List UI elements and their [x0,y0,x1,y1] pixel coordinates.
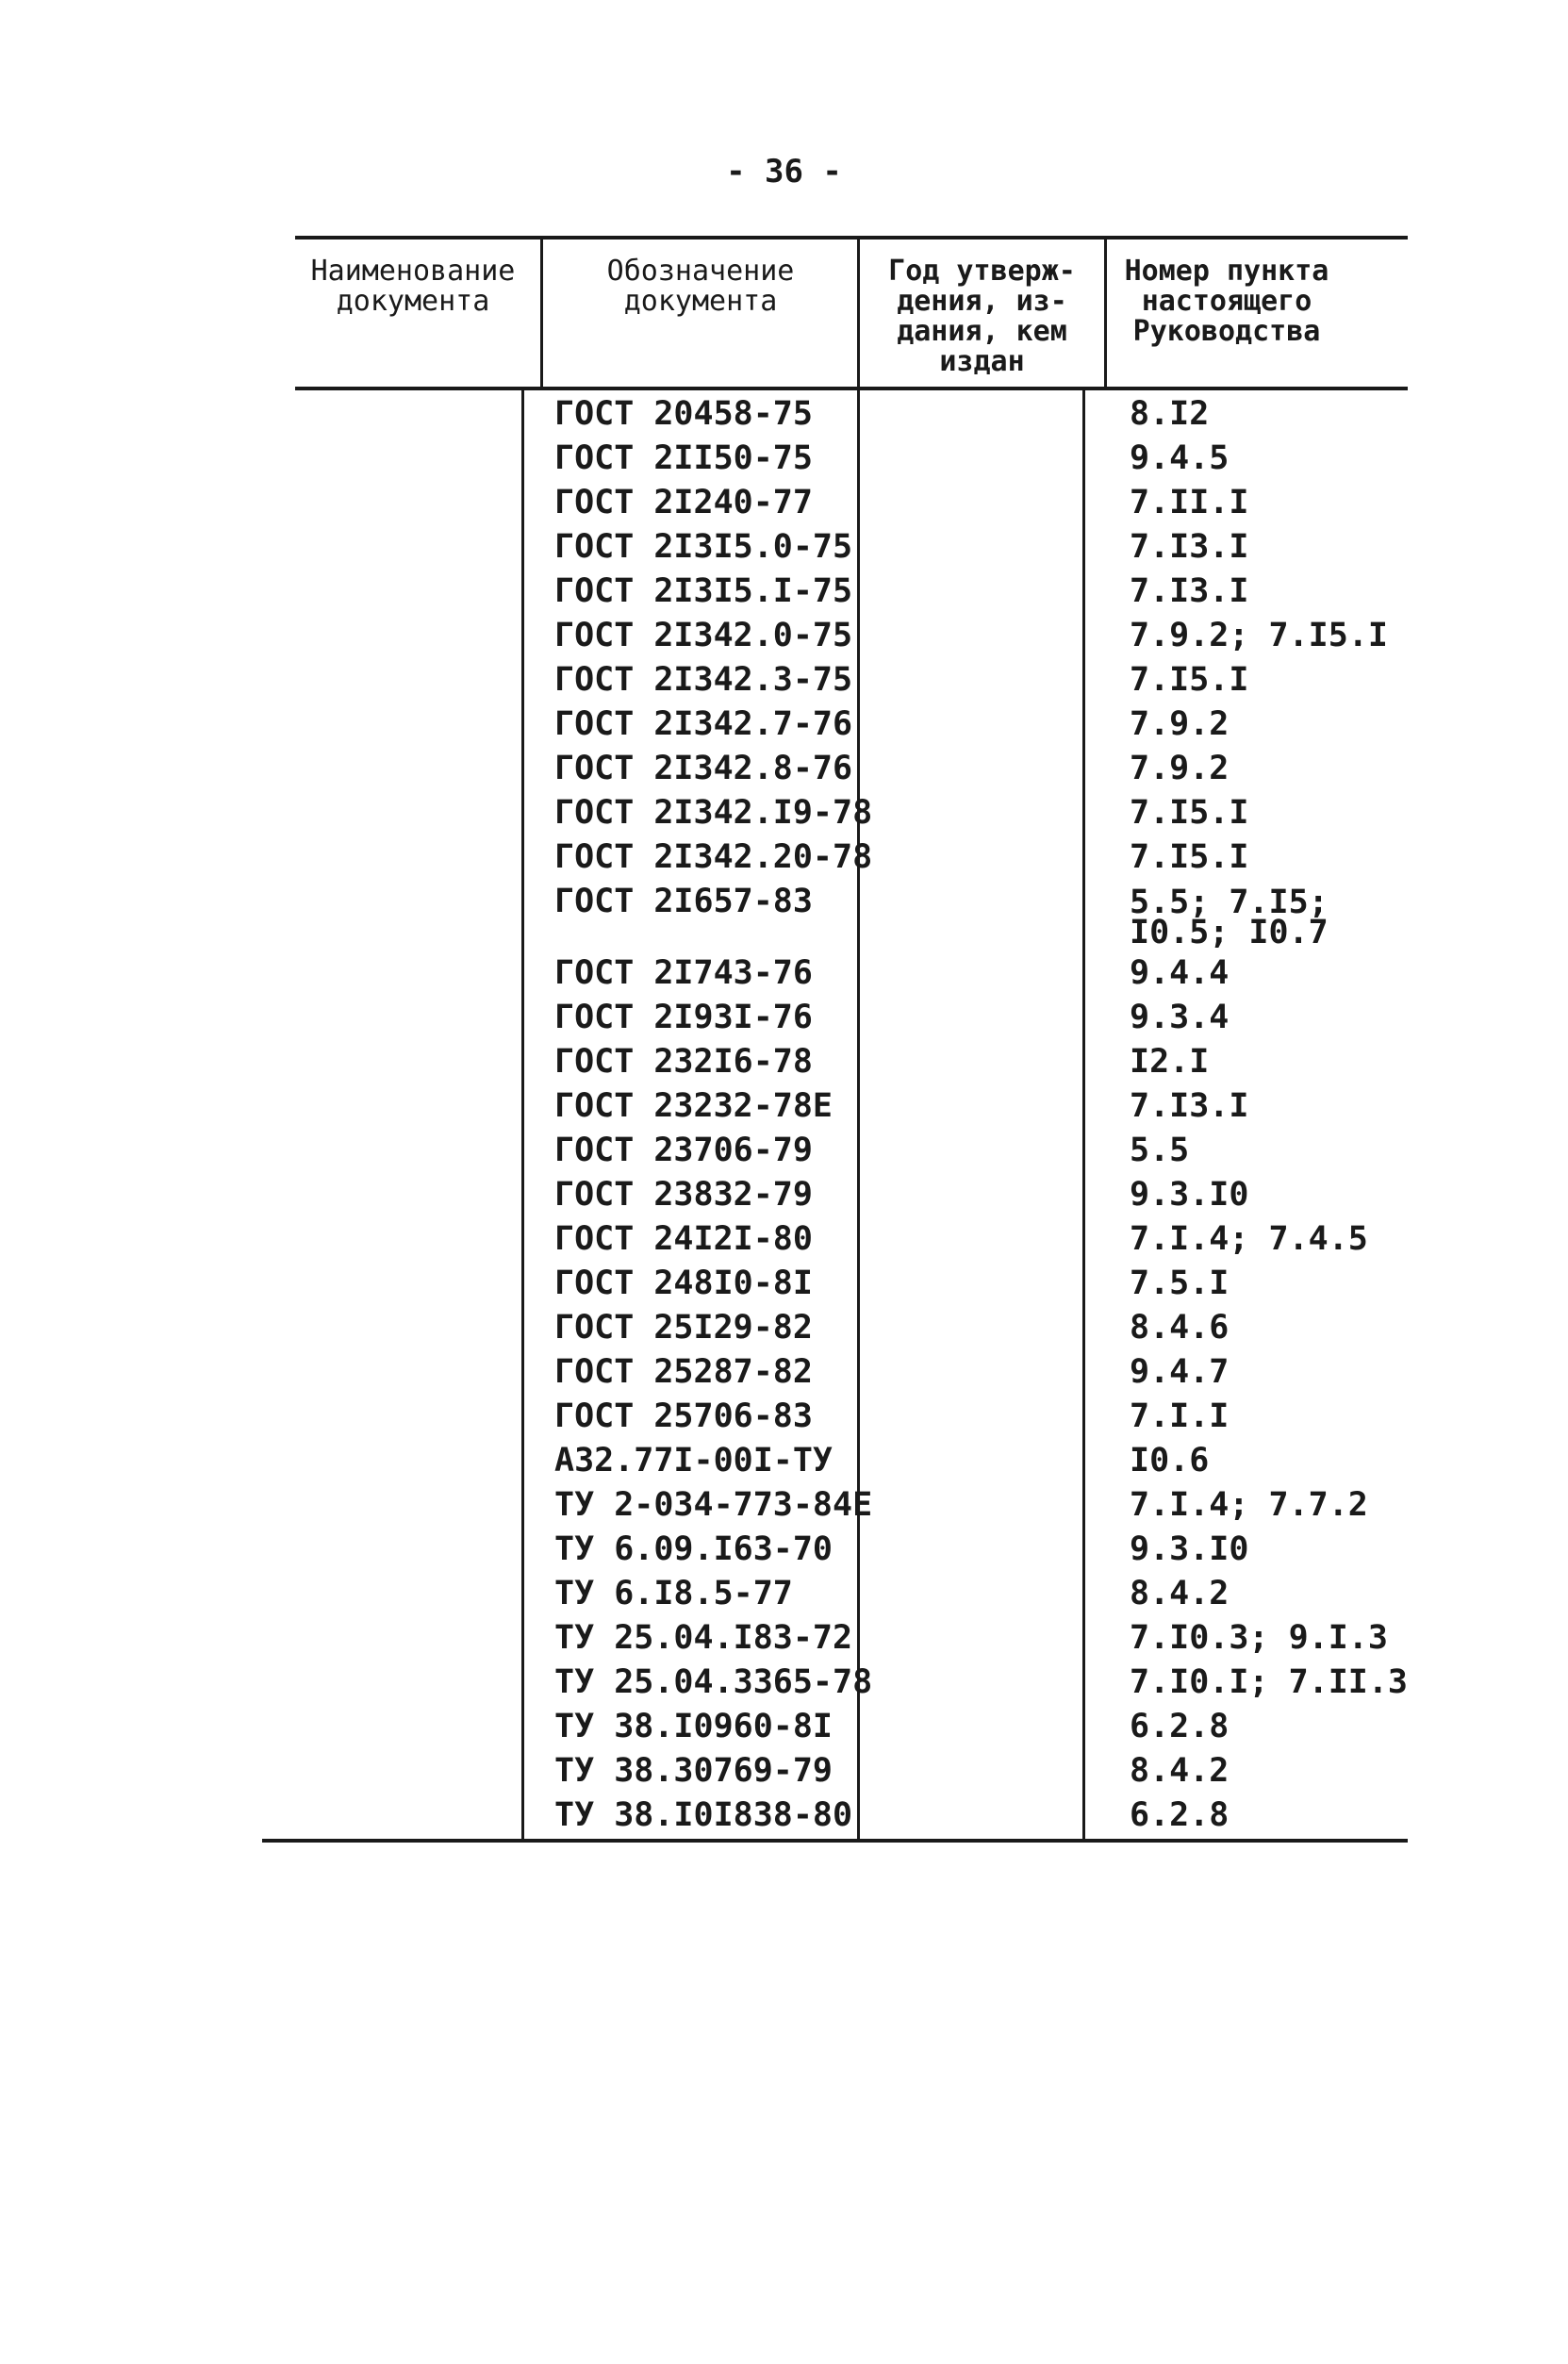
document-code-cell: ГОСТ 2II50-75 [554,439,813,477]
table-bottom-rule [262,1839,1408,1843]
table-row [262,392,1408,437]
clause-number-cell: 7.I3.I [1130,572,1249,610]
table-row [262,658,1408,703]
document-code-cell: ТУ 38.30769-79 [554,1752,834,1790]
document-code-cell: ГОСТ 2I342.20-78 [554,838,873,876]
clause-number-cell: 9.4.4 [1130,954,1230,992]
table-row [262,951,1408,996]
clause-number-cell: 7.I0.3; 9.I.3 [1130,1619,1388,1657]
page-number: - 36 - [726,153,842,190]
table-row [262,1483,1408,1528]
reference-table [262,236,1408,1839]
clause-number-cell: 8.4.2 [1130,1752,1230,1790]
clause-number-cell: I2.I [1130,1043,1210,1081]
table-row [262,437,1408,481]
document-code-cell: ТУ 38.I0960-8I [554,1708,834,1745]
table-row [262,1040,1408,1084]
document-code-cell: ГОСТ 2I342.3-75 [554,661,853,699]
table-row [262,570,1408,614]
clause-number-cell: 7.9.2 [1130,750,1230,787]
table-row [262,791,1408,835]
table-row [262,1616,1408,1661]
clause-number-cell: 5.5; 7.I5; I0.5; I0.7 [1130,884,1329,951]
document-code-cell: ГОСТ 25706-83 [554,1397,813,1435]
table-row [262,1173,1408,1217]
table-row [262,614,1408,658]
header-clause-number: Номер пункта настоящего Руководства [1124,255,1329,348]
document-code-cell: ТУ 6.09.I63-70 [554,1530,834,1568]
document-code-cell: ГОСТ 248I0-8I [554,1265,813,1302]
table-row [262,1395,1408,1439]
document-code-cell: ТУ 6.I8.5-77 [554,1575,793,1612]
document-code-cell: ГОСТ 25I29-82 [554,1309,813,1347]
clause-number-cell: 7.I3.I [1130,528,1249,566]
header-document-code: Обозначение документа [606,255,795,318]
table-row [262,1661,1408,1705]
document-code-cell: ГОСТ 23706-79 [554,1132,813,1169]
header-approval-year: Год утверж- дения, из- дания, кем издан [888,255,1076,378]
document-code-cell: А32.77I-00I-ТУ [554,1442,834,1480]
table-row [262,1262,1408,1306]
clause-number-cell: 8.I2 [1130,395,1210,433]
table-row [262,703,1408,747]
table-row [262,835,1408,880]
clause-number-cell: 7.I.4; 7.4.5 [1130,1220,1368,1258]
clause-number-cell: 8.4.2 [1130,1575,1230,1612]
document-code-cell: ТУ 38.I0I838-80 [554,1796,853,1834]
table-row [262,996,1408,1040]
clause-number-cell: 7.I.I [1130,1397,1230,1435]
clause-number-cell: 7.II.I [1130,484,1249,521]
document-code-cell: ГОСТ 2I3I5.I-75 [554,572,853,610]
table-row [262,1705,1408,1749]
clause-number-cell: 9.3.I0 [1130,1530,1249,1568]
table-row [262,1129,1408,1173]
table-row [262,1306,1408,1350]
table-row [262,1528,1408,1572]
document-code-cell: ГОСТ 25287-82 [554,1353,813,1391]
clause-number-cell: 7.I.4; 7.7.2 [1130,1486,1368,1524]
clause-number-cell: I0.6 [1130,1442,1210,1480]
document-code-cell: ГОСТ 2I657-83 [554,883,813,920]
document-code-cell: ГОСТ 23232-78Е [554,1087,834,1125]
table-row [262,1350,1408,1395]
table-row [262,1794,1408,1838]
document-code-cell: ТУ 25.04.3365-78 [554,1663,873,1701]
clause-number-cell: 7.5.I [1130,1265,1230,1302]
document-code-cell: ГОСТ 2I342.0-75 [554,617,853,654]
clause-number-cell: 9.4.5 [1130,439,1230,477]
document-code-cell: ГОСТ 24I2I-80 [554,1220,813,1258]
table-row [262,1439,1408,1483]
clause-number-cell: 8.4.6 [1130,1309,1230,1347]
clause-number-cell: 7.9.2; 7.I5.I [1130,617,1388,654]
table-row [262,481,1408,525]
table-top-rule [295,236,1408,240]
clause-number-cell: 9.3.I0 [1130,1176,1249,1214]
table-row [262,880,1408,951]
clause-number-cell: 7.9.2 [1130,705,1230,743]
table-body [262,392,1408,1838]
document-code-cell: ГОСТ 2I3I5.0-75 [554,528,853,566]
header-document-name: Наименование документа [310,255,516,318]
clause-number-cell: 7.I0.I; 7.II.3 [1130,1663,1409,1701]
table-row [262,747,1408,791]
table-row [262,1084,1408,1129]
clause-number-cell: 7.I5.I [1130,661,1249,699]
document-code-cell: ГОСТ 23832-79 [554,1176,813,1214]
table-row [262,1572,1408,1616]
clause-number-cell: 6.2.8 [1130,1708,1230,1745]
column-divider-3 [1104,236,1107,390]
document-code-cell: ГОСТ 20458-75 [554,395,813,433]
document-code-cell: ГОСТ 232I6-78 [554,1043,813,1081]
document-code-cell: ТУ 2-034-773-84Е [554,1486,873,1524]
document-code-cell: ГОСТ 2I342.7-76 [554,705,853,743]
document-code-cell: ГОСТ 2I743-76 [554,954,813,992]
table-row [262,1217,1408,1262]
clause-number-cell: 9.4.7 [1130,1353,1230,1391]
clause-number-cell: 7.I5.I [1130,794,1249,832]
column-divider-1 [540,236,543,390]
document-code-cell: ТУ 25.04.I83-72 [554,1619,853,1657]
document-code-cell: ГОСТ 2I240-77 [554,484,813,521]
clause-number-cell: 7.I3.I [1130,1087,1249,1125]
document-code-cell: ГОСТ 2I342.I9-78 [554,794,873,832]
clause-number-cell: 9.3.4 [1130,999,1230,1036]
document-code-cell: ГОСТ 2I93I-76 [554,999,813,1036]
header-bottom-rule [295,387,1408,390]
document-code-cell: ГОСТ 2I342.8-76 [554,750,853,787]
clause-number-cell: 5.5 [1130,1132,1190,1169]
clause-number-cell: 7.I5.I [1130,838,1249,876]
table-row [262,1749,1408,1794]
clause-number-cell: 6.2.8 [1130,1796,1230,1834]
table-row [262,525,1408,570]
